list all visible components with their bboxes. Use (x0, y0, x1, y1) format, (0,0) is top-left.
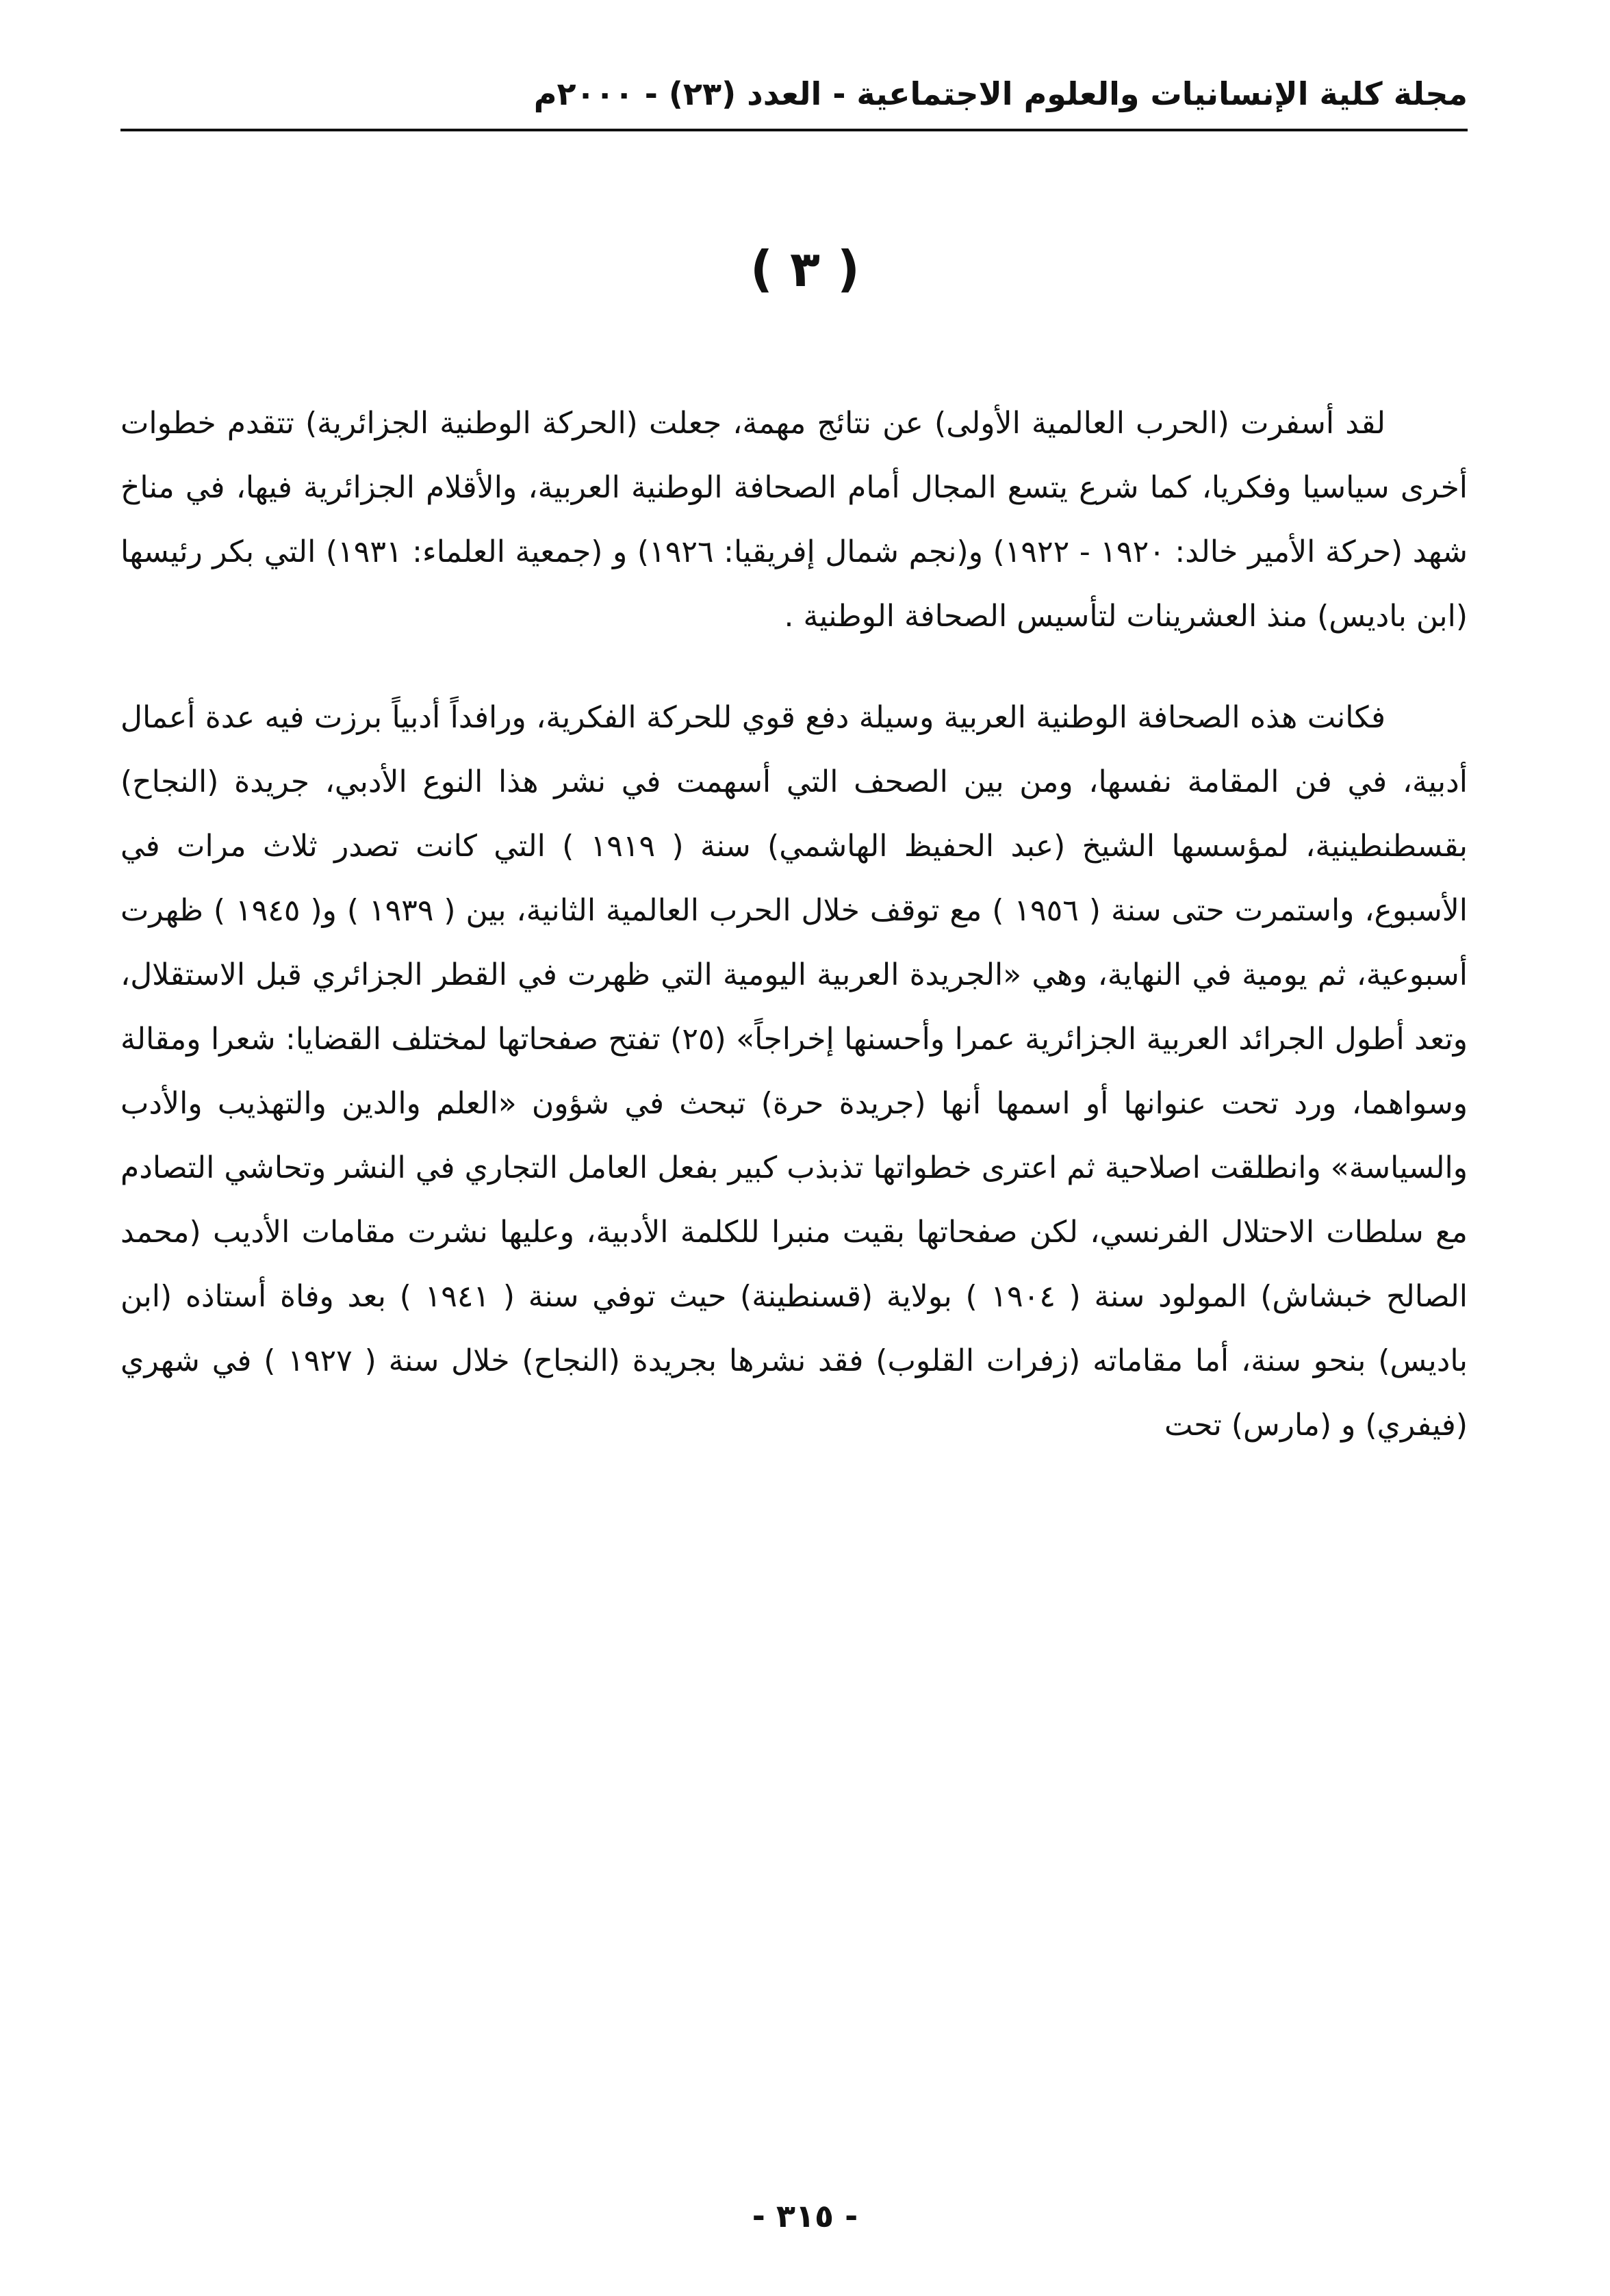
journal-title: مجلة كلية الإنسانيات والعلوم الاجتماعية - العدد (٢٣) - ٢٠٠٠م (533, 75, 1468, 112)
running-header (120, 66, 1468, 134)
body-text (120, 391, 1468, 1458)
header-rule (120, 129, 1468, 131)
page-number: - ٣١٥ - (752, 2197, 858, 2234)
section-number: ( ٣ ) (750, 240, 860, 298)
paragraph: لقد أسفرت (الحرب العالمية الأولى) عن نتائج مهمة، جعلت (الحركة الوطنية الجزائرية) تتقدم خطوات أخرى سياسيا وفكريا، كما شرع يتسع المجال أمام الصحافة الوطنية العربية، والأقلام الجزائرية فيها، في مناخ شهد (حركة الأمير خالد: ١٩٢٠ - ١٩٢٢) و(نجم شمال إفريقيا: ١٩٢٦) و (جمعية العلماء: ١٩٣١) التي بكر رئيسها (ابن باديس) منذ العشرينات لتأسيس الصحافة الوطنية . (120, 406, 1468, 634)
paragraph: فكانت هذه الصحافة الوطنية العربية وسيلة دفع قوي للحركة الفكرية، ورافداً أدبياً برزت فيه عدة أعمال أدبية، في فن المقامة نفسها، ومن بين الصحف التي أسهمت في نشر هذا النوع الأدبي، جريدة (النجاح) بقسطنطينية، لمؤسسها الشيخ (عبد الحفيظ الهاشمي) سنة ( ١٩١٩ ) التي كانت تصدر ثلاث مرات في الأسبوع، واستمرت حتى سنة ( ١٩٥٦ ) مع توقف خلال الحرب العالمية الثانية، بين ( ١٩٣٩ ) و( ١٩٤٥ ) ظهرت أسبوعية، ثم يومية في النهاية، وهي «الجريدة العربية اليومية التي ظهرت في القطر الجزائري قبل الاستقلال، وتعد أطول الجرائد العربية الجزائرية عمرا وأحسنها إخراجاً» (٢٥) تفتح صفحاتها لمختلف القضايا: شعرا ومقالة وسواهما، ورد تحت عنوانها أو اسمها أنها (جريدة حرة) تبحث في شؤون «العلم والدين والتهذيب والأدب والسياسة» وانطلقت اصلاحية ثم اعترى خطواتها تذبذب كبير بفعل العامل التجاري في النشر وتحاشي التصادم مع سلطات الاحتلال الفرنسي، لكن صفحاتها بقيت منبرا للكلمة الأدبية، وعليها نشرت مقامات الأديب (محمد الصالح خبشاش) المولود سنة ( ١٩٠٤ ) بولاية (قسنطينة) حيث توفي سنة ( ١٩٤١ ) بعد وفاة أستاذه (ابن باديس) بنحو سنة، أما مقاماته (زفرات القلوب) فقد نشرها بجريدة (النجاح) خلال سنة ( ١٩٢٧ ) في شهري (فيفري) و (مارس) تحت (120, 700, 1468, 1443)
